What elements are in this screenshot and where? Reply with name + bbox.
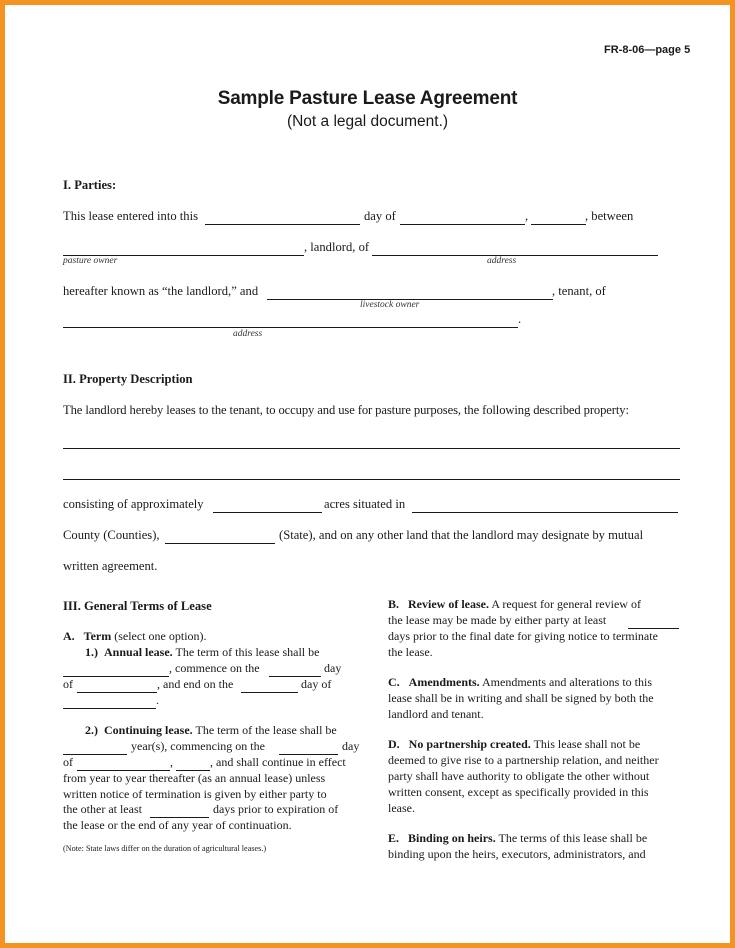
consisting-text-a: consisting of approximately [63,497,204,511]
written-agreement-text: written agreement. [63,559,158,573]
option2-line3-text: , and shall continue in effect [210,755,346,769]
section-b-line1 [388,597,641,612]
option2-line4: from year to year thereafter (as an annual lease) unless [63,771,326,785]
section-c-line3: landlord and tenant. [388,707,484,721]
section-e-title: Binding on heirs. [408,831,496,845]
section-d-line3: party shall have authority to obligate the other without [388,769,650,783]
caption-address-2: address [233,329,263,339]
section-c-rest: Amendments and alterations to this [482,675,652,689]
option2-line2-text: year(s), commencing on the [131,739,265,753]
annual-end-day-blank[interactable] [241,692,298,693]
option1-line2-day: day [324,661,342,675]
state-blank[interactable] [165,543,275,544]
lease-year-blank[interactable] [531,224,586,225]
section-d-rest: This lease shall not be [533,737,641,751]
option1-line4-period: . [156,693,159,707]
option1-line1 [85,645,319,660]
section-b-line4: the lease. [388,645,433,659]
section-e-line1 [388,831,647,846]
caption-livestock-owner: livestock owner [360,300,420,310]
section-b-line2: the lease may be made by either party at least [388,613,607,627]
section-d-label: D. [388,737,400,751]
property-description-line-2[interactable] [63,479,680,480]
parties-line2-text: , landlord, of [304,240,370,254]
option1-line3-dayof: day of [301,677,332,691]
option2-line1 [85,723,337,738]
parties-line1-text-d: , between [585,209,634,223]
annual-end-month-blank[interactable] [63,708,156,709]
section-b-label: B. [388,597,400,611]
option2-number: 2.) [85,723,98,737]
section-e-rest: The terms of this lease shall be [498,831,648,845]
document-title: Sample Pasture Lease Agreement [217,88,518,109]
term-a-line [63,629,207,644]
option1-title: Annual lease. [104,645,173,659]
option2-rest: The term of the lease shall be [195,723,337,737]
option2-line5: written notice of termination is given by either party to [63,787,327,801]
section-d-line1 [388,737,640,752]
section-e-line2: binding upon the heirs, executors, administrators, and [388,847,646,861]
duration-note: (Note: State laws differ on the duration of agricultural leases.) [63,844,267,853]
document-page [5,5,730,943]
parties-line1-text-a: This lease entered into this [63,209,198,223]
term-a-label: A. [63,629,75,643]
section-c-line1 [388,675,652,690]
page-reference: FR-8-06—page 5 [604,44,691,56]
county-text-a: County (Counties), [63,528,160,542]
section-d-line4: written consent, except as specifically provided in this [388,785,649,799]
document-subtitle: (Not a legal document.) [286,113,449,130]
section-c-title: Amendments. [408,675,480,689]
parties-line1-comma: , [525,209,529,223]
option2-line7: the lease or the end of any year of continuation. [63,818,292,832]
section-e-label: E. [388,831,400,845]
consisting-text-b: acres situated in [324,497,406,511]
option2-line6-text-b: days prior to expiration of [213,802,339,816]
acres-blank[interactable] [213,512,322,513]
tenant-address-blank[interactable] [63,327,518,328]
section-b-line3: days prior to the final date for giving notice to terminate [388,629,658,643]
annual-commence-month-blank[interactable] [77,692,157,693]
option2-line2-day: day [342,739,360,753]
section-d-line2: deemed to give rise to a partnership relation, and neither [388,753,659,767]
parties-line4-period: . [518,312,522,326]
option2-line3-of: of [63,755,73,769]
option2-title: Continuing lease. [104,723,193,737]
section-b-rest: A request for general review of [491,597,641,611]
section-d-line5: lease. [388,801,415,815]
annual-term-blank[interactable] [63,676,169,677]
parties-line3-text-b: , tenant, of [552,284,606,298]
option1-line3-end: , and end on the [157,677,234,691]
option1-rest: The term of this lease shall be [175,645,320,659]
option2-line3-comma: , [170,755,173,769]
terms-heading: III. General Terms of Lease [63,599,212,613]
property-description-line-1[interactable] [63,448,680,449]
situated-in-blank[interactable] [412,512,678,513]
section-d-title: No partnership created. [408,737,531,751]
section-b-title: Review of lease. [408,597,489,611]
option2-line6-text-a: the other at least [63,802,142,816]
section-c-label: C. [388,675,400,689]
lease-month-blank[interactable] [400,224,525,225]
term-a-rest: (select one option). [114,629,207,643]
option1-line3-of: of [63,677,73,691]
parties-line1-text-b: day of [364,209,396,223]
option1-number: 1.) [85,645,98,659]
parties-line3-text-a: hereafter known as “the landlord,” and [63,284,259,298]
lease-date-blank[interactable] [205,224,360,225]
section-c-line2: lease shall be in writing and shall be signed by both the [388,691,654,705]
parties-heading: I. Parties: [63,178,117,192]
county-text-b: (State), and on any other land that the landlord may designate by mutual [279,528,644,542]
option1-line2-text: , commence on the [169,661,260,675]
caption-address-1: address [487,256,517,266]
term-a-title: Term [83,629,112,643]
caption-pasture-owner: pasture owner [63,256,118,266]
property-heading: II. Property Description [63,372,193,386]
property-intro: The landlord hereby leases to the tenant, to occupy and use for pasture purposes, the following described property: [63,403,629,417]
